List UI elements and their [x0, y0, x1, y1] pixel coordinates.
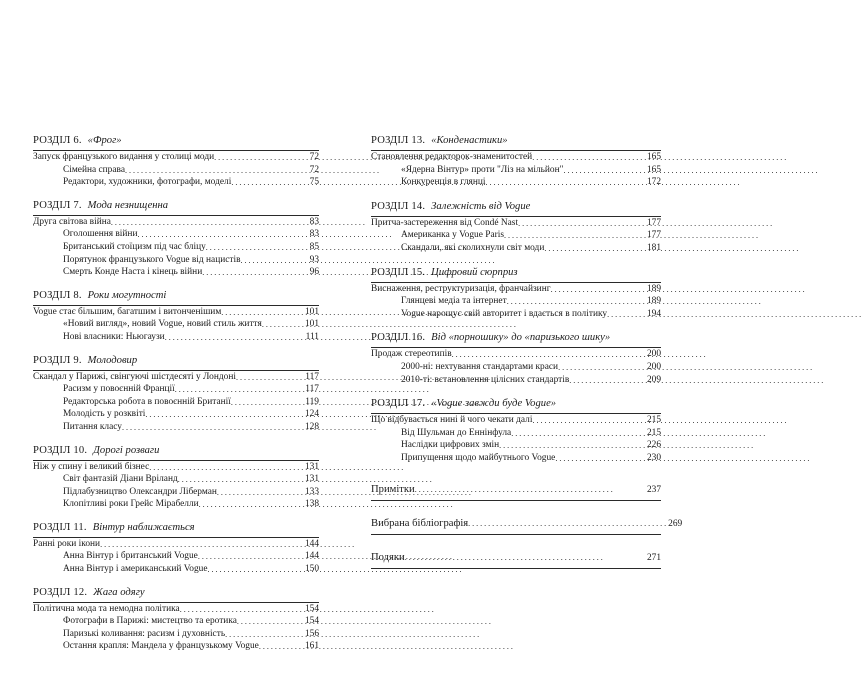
toc-entry — [33, 255, 319, 268]
page-number: 172 — [646, 177, 661, 188]
page-number: 189 — [646, 283, 661, 294]
chapter-section — [33, 586, 319, 654]
toc-entry — [33, 397, 319, 410]
page-number: 194 — [646, 308, 661, 319]
entry-title: Становлення редакторок-знаменитостей — [371, 152, 533, 162]
section-spacer — [33, 345, 319, 354]
back-matter-title: Примітки — [371, 483, 415, 495]
toc-entry — [371, 165, 661, 178]
chapter-number: РОЗДІЛ 12. — [33, 586, 88, 598]
dot-leader — [532, 152, 645, 165]
entry-title: Ніж у спину і великий бізнес — [33, 461, 150, 472]
toc-right-column — [371, 134, 683, 569]
dot-leader — [532, 415, 645, 428]
section-spacer — [371, 501, 661, 517]
back-matter-title: Вибрана бібліографія — [371, 517, 469, 529]
chapter-heading — [33, 444, 319, 461]
page-number: 83 — [309, 229, 319, 240]
toc-entry — [371, 218, 661, 231]
chapter-heading — [371, 200, 661, 217]
chapter-section — [33, 134, 319, 190]
entry-title: Запуск французького видання у столиці моди — [33, 152, 215, 162]
chapter-section — [371, 331, 661, 387]
toc-entry — [33, 242, 319, 255]
dot-leader — [225, 629, 303, 642]
entry-title: Анна Вінтур і американський Vogue — [63, 564, 208, 575]
chapter-title: Від «порношику» до «паризького шику» — [431, 332, 611, 344]
toc-entry — [371, 362, 661, 375]
entry-title: Світ фантазій Діани Вріланд — [63, 474, 178, 485]
dot-leader — [236, 372, 303, 385]
dot-leader — [231, 397, 303, 410]
dot-leader — [198, 551, 303, 564]
dot-leader — [262, 319, 303, 332]
toc-entry — [371, 309, 661, 322]
toc-entry — [33, 539, 319, 552]
chapter-section — [371, 134, 661, 190]
dot-leader — [504, 230, 645, 243]
entry-title: Продаж стереотипів — [371, 349, 452, 360]
toc-entry — [33, 332, 319, 345]
chapter-title: Мода незнищенна — [87, 199, 169, 211]
chapter-heading — [33, 289, 319, 306]
dot-leader — [452, 349, 645, 362]
page-number: 177 — [646, 230, 661, 241]
section-spacer — [33, 512, 319, 521]
page-number: 189 — [646, 296, 661, 307]
entry-title: Остання крапля: Мандела у французькому Vogue — [63, 641, 259, 652]
section-spacer — [33, 190, 319, 199]
entry-title: Редакторська робота в повоєнній Британії — [63, 396, 231, 407]
entry-title: Паризькі коливання: расизм і духовність — [63, 628, 226, 639]
page-number: 111 — [305, 331, 319, 342]
dot-leader — [231, 177, 307, 190]
dot-leader — [111, 217, 308, 230]
dot-leader — [208, 564, 303, 577]
entry-title: Vogue стає більшим, багатшим і витонченішим — [33, 306, 222, 317]
entry-title: Vogue нарощує свій авторитет і вдається в політику — [401, 308, 608, 319]
toc-entry — [33, 551, 319, 564]
dot-leader — [175, 384, 304, 397]
chapter-heading — [33, 354, 319, 371]
chapter-section — [33, 199, 319, 280]
toc-entry — [371, 415, 661, 428]
chapter-heading — [371, 266, 661, 283]
entry-title: Сімейна справа — [63, 164, 125, 175]
chapter-number: РОЗДІЛ 17. — [371, 398, 426, 410]
chapter-number: РОЗДІЛ 9. — [33, 354, 82, 366]
toc-entry — [33, 564, 319, 577]
toc-left-column — [33, 134, 319, 654]
toc-entry — [33, 217, 319, 230]
dot-leader — [202, 267, 307, 280]
chapter-title: Молодовир — [87, 354, 138, 366]
toc-entry — [33, 422, 319, 435]
chapter-heading — [371, 331, 661, 348]
chapter-title: Дорогі розваги — [93, 444, 160, 456]
entry-title: Редактори, художники, фотографи, моделі — [63, 177, 232, 188]
page-number: 144 — [304, 551, 319, 562]
entry-title: Клопітливі роки Грейс Мірабелли — [63, 499, 199, 510]
toc-entry — [371, 453, 661, 466]
page-number: 237 — [646, 484, 661, 495]
dot-leader — [607, 309, 645, 322]
dot-leader — [214, 152, 308, 165]
toc-entry — [371, 428, 661, 441]
section-spacer — [33, 435, 319, 444]
entry-title: Молодість у розквіті — [63, 409, 146, 420]
back-matter-title: Подяки — [371, 551, 405, 563]
dot-leader — [180, 604, 303, 617]
back-matter-entry — [371, 551, 661, 569]
entry-title: «Ядерна Вінтур» проти "Ліз на мільйон" — [401, 164, 564, 175]
page-number: 119 — [305, 396, 319, 407]
page-number: 177 — [646, 217, 661, 228]
toc-entry — [33, 499, 319, 512]
page-number: 131 — [304, 474, 319, 485]
page-number: 96 — [309, 267, 319, 278]
toc-entry — [33, 319, 319, 332]
chapter-section — [33, 521, 319, 577]
toc-entry — [371, 230, 661, 243]
page-number: 101 — [304, 306, 319, 317]
entry-title: Британський стоїцизм під час бліцу — [63, 241, 206, 252]
chapter-number: РОЗДІЛ 16. — [371, 332, 426, 344]
page-number: 93 — [309, 254, 319, 265]
page-number: 154 — [304, 616, 319, 627]
page-number: 200 — [646, 349, 661, 360]
page-number: 271 — [646, 552, 661, 563]
entry-title: Конкуренція в глянці — [401, 177, 486, 188]
chapter-heading — [33, 199, 319, 216]
dot-leader — [486, 177, 645, 190]
entry-title: Від Шульман до Еннінфула — [401, 427, 512, 438]
chapter-title: Жага одягу — [93, 586, 145, 598]
entry-title: Нові власники: Ньюгаузи — [63, 331, 165, 342]
dot-leader — [544, 243, 645, 256]
toc-entry — [371, 296, 661, 309]
toc-entry — [371, 177, 661, 190]
section-spacer — [371, 256, 661, 266]
page-number: 131 — [304, 461, 319, 472]
entry-title: Наслідки цифрових змін — [401, 440, 500, 451]
toc-entry — [33, 604, 319, 617]
entry-title: Скандали, які сколихнули світ моди — [401, 242, 545, 253]
section-spacer — [371, 387, 661, 397]
page-number: 226 — [646, 440, 661, 451]
page-number: 230 — [646, 452, 661, 463]
page-number: 209 — [646, 374, 661, 385]
toc-entry — [33, 267, 319, 280]
toc-entry — [33, 384, 319, 397]
dot-leader — [149, 462, 303, 475]
dot-leader — [217, 487, 303, 500]
entry-title: Анна Вінтур і британський Vogue — [63, 551, 198, 562]
toc-entry — [371, 349, 661, 362]
entry-title: Смерть Конде Наста і кінець війни — [63, 267, 203, 278]
dot-leader — [241, 255, 308, 268]
chapter-number: РОЗДІЛ 8. — [33, 289, 82, 301]
page-number: 133 — [304, 486, 319, 497]
toc-entry — [33, 177, 319, 190]
page-number: 215 — [646, 415, 661, 426]
dot-leader — [125, 165, 308, 178]
entry-title: Друга світова війна — [33, 216, 111, 227]
chapter-section — [33, 289, 319, 345]
dot-leader — [145, 409, 303, 422]
page-number: 124 — [304, 409, 319, 420]
section-spacer — [371, 466, 661, 483]
dot-leader — [499, 440, 645, 453]
toc-entry — [371, 440, 661, 453]
chapter-heading — [33, 586, 319, 603]
entry-title: Припущення щодо майбутнього Vogue — [401, 452, 556, 463]
entry-title: Расизм у повоєнній Франції — [63, 384, 175, 395]
chapter-number: РОЗДІЛ 10. — [33, 444, 88, 456]
toc-entry — [33, 229, 319, 242]
dot-leader — [468, 517, 666, 531]
toc-entry — [33, 629, 319, 642]
toc-entry — [33, 307, 319, 320]
dot-leader — [518, 218, 645, 231]
chapter-title: Роки могутності — [87, 289, 167, 301]
page-number: 154 — [304, 603, 319, 614]
page-number: 200 — [646, 361, 661, 372]
toc-entry — [33, 487, 319, 500]
chapter-title: «Фрог» — [87, 135, 122, 146]
page-number: 165 — [646, 164, 661, 175]
dot-leader — [551, 284, 645, 297]
entry-title: Виснаження, реструктуризація, франчайзинг — [371, 283, 551, 294]
chapter-section — [371, 200, 661, 256]
dot-leader — [563, 165, 644, 178]
page-number: 83 — [309, 216, 319, 227]
page-number: 161 — [304, 641, 319, 652]
entry-title: Притча-застереження від Condé Nast — [371, 217, 519, 228]
page-number: 117 — [305, 384, 319, 395]
chapter-title: «Vogue завжди буде Vogue» — [431, 398, 557, 410]
toc-entry — [33, 462, 319, 475]
chapter-number: РОЗДІЛ 7. — [33, 199, 82, 211]
section-spacer — [371, 321, 661, 331]
dot-leader — [221, 307, 303, 320]
chapter-title: «Конденастики» — [431, 135, 508, 146]
entry-title: Глянцеві медіа та інтернет — [401, 296, 507, 307]
page-number: 144 — [304, 538, 319, 549]
dot-leader — [237, 616, 303, 629]
page-number: 150 — [304, 564, 319, 575]
chapter-title: Цифровий сюрприз — [431, 266, 518, 278]
entry-title: Оголошення війни — [63, 229, 138, 240]
page-number: 156 — [304, 628, 319, 639]
page-number: 72 — [309, 152, 319, 162]
dot-leader — [555, 453, 645, 466]
dot-leader — [122, 422, 303, 435]
toc-entry — [33, 165, 319, 178]
toc-entry — [371, 284, 661, 297]
toc-entry — [371, 243, 661, 256]
toc-entry — [33, 409, 319, 422]
chapter-number: РОЗДІЛ 14. — [371, 200, 426, 212]
dot-leader — [137, 229, 307, 242]
back-matter-entry — [371, 517, 683, 535]
entry-title: Питання класу — [63, 421, 122, 432]
dot-leader — [206, 242, 308, 255]
chapter-title: Вінтур наближається — [92, 521, 195, 533]
chapter-heading — [33, 521, 319, 538]
toc-entry — [371, 152, 661, 165]
page-number: 128 — [304, 421, 319, 432]
dot-leader — [507, 296, 645, 309]
chapter-section — [33, 444, 319, 512]
page-number: 75 — [309, 177, 319, 188]
section-spacer — [33, 577, 319, 586]
chapter-heading — [371, 134, 661, 151]
chapter-number: РОЗДІЛ 11. — [33, 521, 87, 533]
toc-entry — [33, 474, 319, 487]
page-number: 72 — [309, 164, 319, 175]
chapter-number: РОЗДІЛ 15. — [371, 266, 426, 278]
dot-leader — [569, 375, 645, 388]
page-number: 181 — [646, 242, 661, 253]
chapter-section — [371, 397, 661, 465]
entry-title: Ранні роки ікони — [33, 538, 101, 549]
page-number: 165 — [646, 152, 661, 162]
entry-title: Скандал у Парижі, свінгуючі шістдесяті у Лондоні — [33, 371, 236, 382]
entry-title: Порятунок французького Vogue від нацистів — [63, 254, 241, 265]
chapter-number: РОЗДІЛ 13. — [371, 135, 426, 146]
dot-leader — [558, 362, 645, 375]
page-number: 215 — [646, 427, 661, 438]
entry-title: Політична мода та немодна політика — [33, 603, 180, 614]
chapter-section — [371, 266, 661, 322]
entry-title: 2000-ні: нехтування стандартами краси — [401, 361, 559, 372]
toc-entry — [33, 372, 319, 385]
entry-title: «Новий вигляд», новий Vogue, новий стиль життя — [63, 319, 262, 330]
page-number: 269 — [668, 518, 683, 529]
page-number: 101 — [304, 319, 319, 330]
chapter-number: РОЗДІЛ 6. — [33, 135, 82, 146]
back-matter-entry — [371, 483, 661, 501]
toc-entry — [33, 152, 319, 165]
entry-title: Що відбувається нині й чого чекати далі — [371, 415, 533, 426]
chapter-heading — [33, 134, 319, 151]
dot-leader — [178, 474, 303, 487]
section-spacer — [33, 280, 319, 289]
dot-leader — [511, 428, 645, 441]
section-spacer — [371, 190, 661, 200]
entry-title: Підлабузництво Олександри Ліберман — [63, 486, 217, 497]
dot-leader — [259, 641, 303, 654]
dot-leader — [199, 499, 303, 512]
dot-leader — [100, 539, 303, 552]
page-number: 138 — [304, 499, 319, 510]
page-number: 85 — [309, 241, 319, 252]
toc-entry — [371, 375, 661, 388]
dot-leader — [165, 332, 304, 345]
toc-entry — [33, 616, 319, 629]
chapter-heading — [371, 397, 661, 414]
section-spacer — [371, 535, 661, 551]
entry-title: 2010-ті: встановлення цілісних стандартів — [401, 374, 570, 385]
page-number: 117 — [305, 371, 319, 382]
entry-title: Фотографи в Парижі: мистецтво та еротика — [63, 616, 237, 627]
dot-leader — [405, 551, 645, 565]
entry-title: Американка у Vogue Paris — [401, 230, 504, 241]
dot-leader — [415, 483, 645, 497]
chapter-title: Залежність від Vogue — [431, 200, 531, 212]
chapter-section — [33, 354, 319, 435]
toc-entry — [33, 641, 319, 654]
